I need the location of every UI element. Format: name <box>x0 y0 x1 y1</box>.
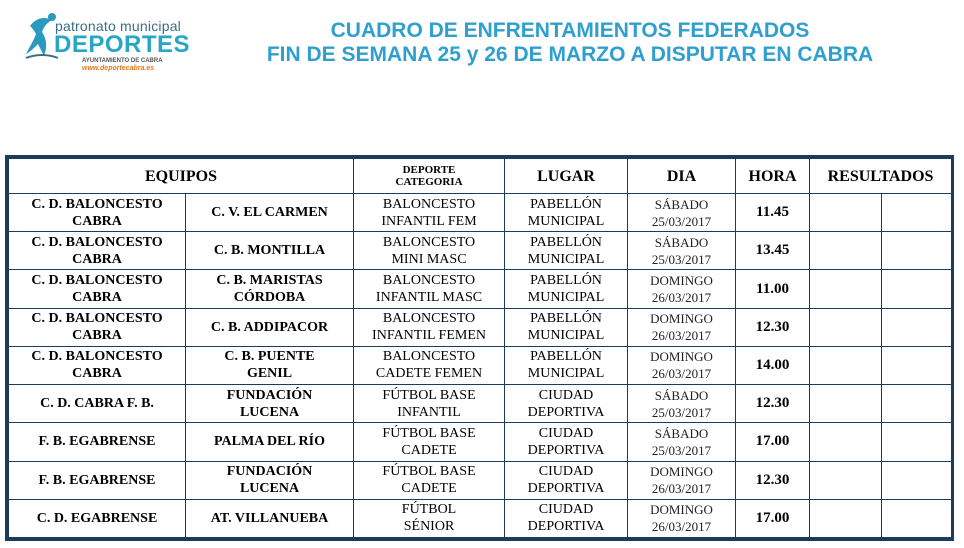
venue-cell <box>505 461 628 499</box>
day-cell-line2: 26/03/2017 <box>651 481 712 497</box>
venue-cell-line1: CIUDAD <box>538 464 594 480</box>
away-team-cell-line1: C. B. MONTILLA <box>213 243 326 259</box>
sport-category-cell-line1: BALONCESTO <box>382 273 476 289</box>
header-resultados: RESULTADOS <box>810 159 952 194</box>
day-cell <box>628 308 736 346</box>
venue-cell-line2: DEPORTIVA <box>527 404 605 420</box>
table-row <box>9 385 952 423</box>
away-team-cell <box>186 461 354 499</box>
day-cell <box>628 270 736 308</box>
header-deporte <box>354 159 505 194</box>
sport-category-cell <box>354 308 505 346</box>
day-cell-line1: DOMINGO <box>650 464 713 480</box>
time-cell: 14.00 <box>736 346 810 384</box>
result-away-cell[interactable] <box>882 499 952 537</box>
result-home-cell[interactable] <box>810 499 882 537</box>
day-cell-line2: 25/03/2017 <box>651 404 712 420</box>
away-team-cell <box>186 346 354 384</box>
venue-cell <box>505 385 628 423</box>
table-row <box>9 346 952 384</box>
result-home-cell[interactable] <box>810 232 882 270</box>
sport-category-cell-line2: INFANTIL FEMEN <box>372 328 486 344</box>
home-team-cell <box>9 346 186 384</box>
day-cell-line2: 25/03/2017 <box>651 251 712 267</box>
home-team-cell-line1: C. D. BALONCESTO <box>31 311 163 327</box>
home-team-cell <box>9 270 186 308</box>
header-deporte-line2: CATEGORIA <box>395 176 463 188</box>
home-team-cell-line2: CABRA <box>72 290 122 306</box>
result-away-cell[interactable] <box>882 346 952 384</box>
venue-cell-line1: CIUDAD <box>538 387 594 403</box>
page-subtitle: FIN DE SEMANA 25 y 26 DE MARZO A DISPUTAR EN CABRA <box>266 43 874 66</box>
venue-cell <box>505 423 628 461</box>
venue-cell <box>505 232 628 270</box>
home-team-cell <box>9 385 186 423</box>
sport-category-cell <box>354 194 505 232</box>
away-team-cell-line1: C. B. MARISTAS <box>216 273 323 289</box>
sport-category-cell-line2: SÉNIOR <box>403 519 455 535</box>
home-team-cell-line1: C. D. BALONCESTO <box>31 273 163 289</box>
home-team-cell <box>9 194 186 232</box>
day-cell-line1: DOMINGO <box>650 502 713 518</box>
venue-cell-line1: PABELLÓN <box>530 311 602 327</box>
result-home-cell[interactable] <box>810 270 882 308</box>
result-away-cell[interactable] <box>882 270 952 308</box>
header-lugar: LUGAR <box>505 159 628 194</box>
sport-category-cell-line2: CADETE FEMEN <box>375 366 483 382</box>
day-cell-line2: 26/03/2017 <box>651 366 712 382</box>
day-cell-line1: DOMINGO <box>650 349 713 365</box>
venue-cell <box>505 270 628 308</box>
home-team-cell-line2: CABRA <box>72 328 122 344</box>
sport-category-cell <box>354 423 505 461</box>
away-team-cell-line1: FUNDACIÓN <box>226 387 313 403</box>
away-team-cell-line2: LUCENA <box>239 481 300 497</box>
result-away-cell[interactable] <box>882 232 952 270</box>
venue-cell-line2: MUNICIPAL <box>527 328 605 344</box>
table-row <box>9 308 952 346</box>
logo-url: www.deportecabra.es <box>82 65 155 72</box>
header-hora: HORA <box>736 159 810 194</box>
home-team-cell <box>9 461 186 499</box>
venue-cell-line1: CIUDAD <box>538 425 594 441</box>
time-cell: 13.45 <box>736 232 810 270</box>
away-team-cell <box>186 308 354 346</box>
sport-category-cell-line2: INFANTIL <box>397 404 461 420</box>
away-team-cell-line2: CÓRDOBA <box>233 290 306 306</box>
venue-cell <box>505 499 628 537</box>
venue-cell-line2: DEPORTIVA <box>527 519 605 535</box>
away-team-cell <box>186 270 354 308</box>
time-cell: 12.30 <box>736 385 810 423</box>
home-team-cell-line1: C. D. BALONCESTO <box>31 234 163 250</box>
away-team-cell-line1: AT. VILLANUEBA <box>210 510 329 526</box>
home-team-cell <box>9 232 186 270</box>
home-team-cell-line2: CABRA <box>72 213 122 229</box>
result-home-cell[interactable] <box>810 461 882 499</box>
venue-cell-line1: PABELLÓN <box>530 273 602 289</box>
day-cell-line1: DOMINGO <box>650 311 713 327</box>
home-team-cell <box>9 423 186 461</box>
venue-cell <box>505 346 628 384</box>
day-cell-line1: SÁBADO <box>654 425 709 441</box>
logo-line3: AYUNTAMIENTO DE CABRA <box>82 58 163 64</box>
logo <box>22 8 191 74</box>
result-away-cell[interactable] <box>882 194 952 232</box>
day-cell-line2: 25/03/2017 <box>651 213 712 229</box>
header-deporte-line1: DEPORTE <box>402 164 456 176</box>
result-away-cell[interactable] <box>882 423 952 461</box>
home-team-cell <box>9 308 186 346</box>
result-home-cell[interactable] <box>810 194 882 232</box>
logo-line2: DEPORTES <box>54 31 191 58</box>
day-cell <box>628 232 736 270</box>
result-home-cell[interactable] <box>810 385 882 423</box>
table-row <box>9 270 952 308</box>
day-cell <box>628 346 736 384</box>
day-cell <box>628 461 736 499</box>
sport-category-cell <box>354 346 505 384</box>
header-dia: DIA <box>628 159 736 194</box>
sport-category-cell-line2: MINI MASC <box>391 251 467 267</box>
away-team-cell-line1: C. B. ADDIPACOR <box>210 319 329 335</box>
table-row <box>9 423 952 461</box>
away-team-cell-line1: C. V. EL CARMEN <box>211 205 328 221</box>
day-cell <box>628 385 736 423</box>
result-away-cell[interactable] <box>882 308 952 346</box>
venue-cell-line1: PABELLÓN <box>530 234 602 250</box>
time-cell: 12.30 <box>736 461 810 499</box>
home-team-cell-line1: F. B. EGABRENSE <box>38 472 156 488</box>
table-row <box>9 194 952 232</box>
sport-category-cell-line1: FÚTBOL BASE <box>382 464 476 480</box>
home-team-cell-line2: CABRA <box>72 366 122 382</box>
venue-cell-line2: MUNICIPAL <box>527 366 605 382</box>
day-cell-line1: DOMINGO <box>650 273 713 289</box>
day-cell-line1: SÁBADO <box>654 234 709 250</box>
venue-cell-line1: CIUDAD <box>538 502 594 518</box>
logo-line1: patronato municipal <box>55 18 181 34</box>
sport-category-cell-line2: CADETE <box>401 442 457 458</box>
day-cell <box>628 499 736 537</box>
time-cell: 11.00 <box>736 270 810 308</box>
venue-cell <box>505 194 628 232</box>
venue-cell-line2: DEPORTIVA <box>527 481 605 497</box>
result-home-cell[interactable] <box>810 346 882 384</box>
day-cell <box>628 423 736 461</box>
time-cell: 17.00 <box>736 499 810 537</box>
table-row <box>9 461 952 499</box>
sport-category-cell-line1: BALONCESTO <box>382 349 476 365</box>
venue-cell-line2: DEPORTIVA <box>527 442 605 458</box>
page-title: CUADRO DE ENFRENTAMIENTOS FEDERADOS <box>330 19 810 42</box>
venue-cell-line1: PABELLÓN <box>530 349 602 365</box>
away-team-cell-line1: PALMA DEL RÍO <box>214 434 325 450</box>
away-team-cell <box>186 499 354 537</box>
away-team-cell-line2: LUCENA <box>239 404 300 420</box>
day-cell-line1: SÁBADO <box>654 196 709 212</box>
time-cell: 12.30 <box>736 308 810 346</box>
sport-category-cell <box>354 499 505 537</box>
away-team-cell-line1: FUNDACIÓN <box>226 464 313 480</box>
result-home-cell[interactable] <box>810 308 882 346</box>
sport-category-cell-line1: FÚTBOL BASE <box>382 425 476 441</box>
sport-category-cell-line1: BALONCESTO <box>382 234 476 250</box>
home-team-cell <box>9 499 186 537</box>
table-row <box>9 499 952 537</box>
sport-category-cell <box>354 385 505 423</box>
fixtures-table <box>5 155 954 541</box>
day-cell-line2: 26/03/2017 <box>651 519 712 535</box>
time-cell: 11.45 <box>736 194 810 232</box>
sport-category-cell-line1: BALONCESTO <box>382 311 476 327</box>
home-team-cell-line1: C. D. CABRA F. B. <box>40 396 154 412</box>
away-team-cell-line2: GENIL <box>246 366 293 382</box>
away-team-cell <box>186 385 354 423</box>
day-cell-line1: SÁBADO <box>654 387 709 403</box>
venue-cell-line2: MUNICIPAL <box>527 213 605 229</box>
venue-cell-line2: MUNICIPAL <box>527 290 605 306</box>
day-cell-line2: 25/03/2017 <box>651 442 712 458</box>
sport-category-cell <box>354 232 505 270</box>
home-team-cell-line1: C. D. BALONCESTO <box>31 349 163 365</box>
result-away-cell[interactable] <box>882 385 952 423</box>
venue-cell <box>505 308 628 346</box>
sport-category-cell-line2: INFANTIL MASC <box>375 290 483 306</box>
day-cell-line2: 26/03/2017 <box>651 290 712 306</box>
result-away-cell[interactable] <box>882 461 952 499</box>
venue-cell-line1: PABELLÓN <box>530 196 602 212</box>
result-home-cell[interactable] <box>810 423 882 461</box>
day-cell-line2: 26/03/2017 <box>651 328 712 344</box>
day-cell <box>628 194 736 232</box>
sport-category-cell-line1: FÚTBOL <box>401 502 457 518</box>
sport-category-cell-line1: BALONCESTO <box>382 196 476 212</box>
sport-category-cell <box>354 270 505 308</box>
home-team-cell-line1: F. B. EGABRENSE <box>38 434 156 450</box>
home-team-cell-line1: C. D. EGABRENSE <box>36 510 158 526</box>
header-equipos: EQUIPOS <box>9 159 354 194</box>
table-header-row <box>9 159 952 194</box>
home-team-cell-line1: C. D. BALONCESTO <box>31 196 163 212</box>
away-team-cell-line1: C. B. PUENTE <box>224 349 315 365</box>
sport-category-cell <box>354 461 505 499</box>
sport-category-cell-line1: FÚTBOL BASE <box>382 387 476 403</box>
time-cell: 17.00 <box>736 423 810 461</box>
sport-category-cell-line2: INFANTIL FEM <box>381 213 477 229</box>
home-team-cell-line2: CABRA <box>72 251 122 267</box>
away-team-cell <box>186 423 354 461</box>
sport-category-cell-line2: CADETE <box>401 481 457 497</box>
venue-cell-line2: MUNICIPAL <box>527 251 605 267</box>
away-team-cell <box>186 232 354 270</box>
away-team-cell <box>186 194 354 232</box>
table-row <box>9 232 952 270</box>
